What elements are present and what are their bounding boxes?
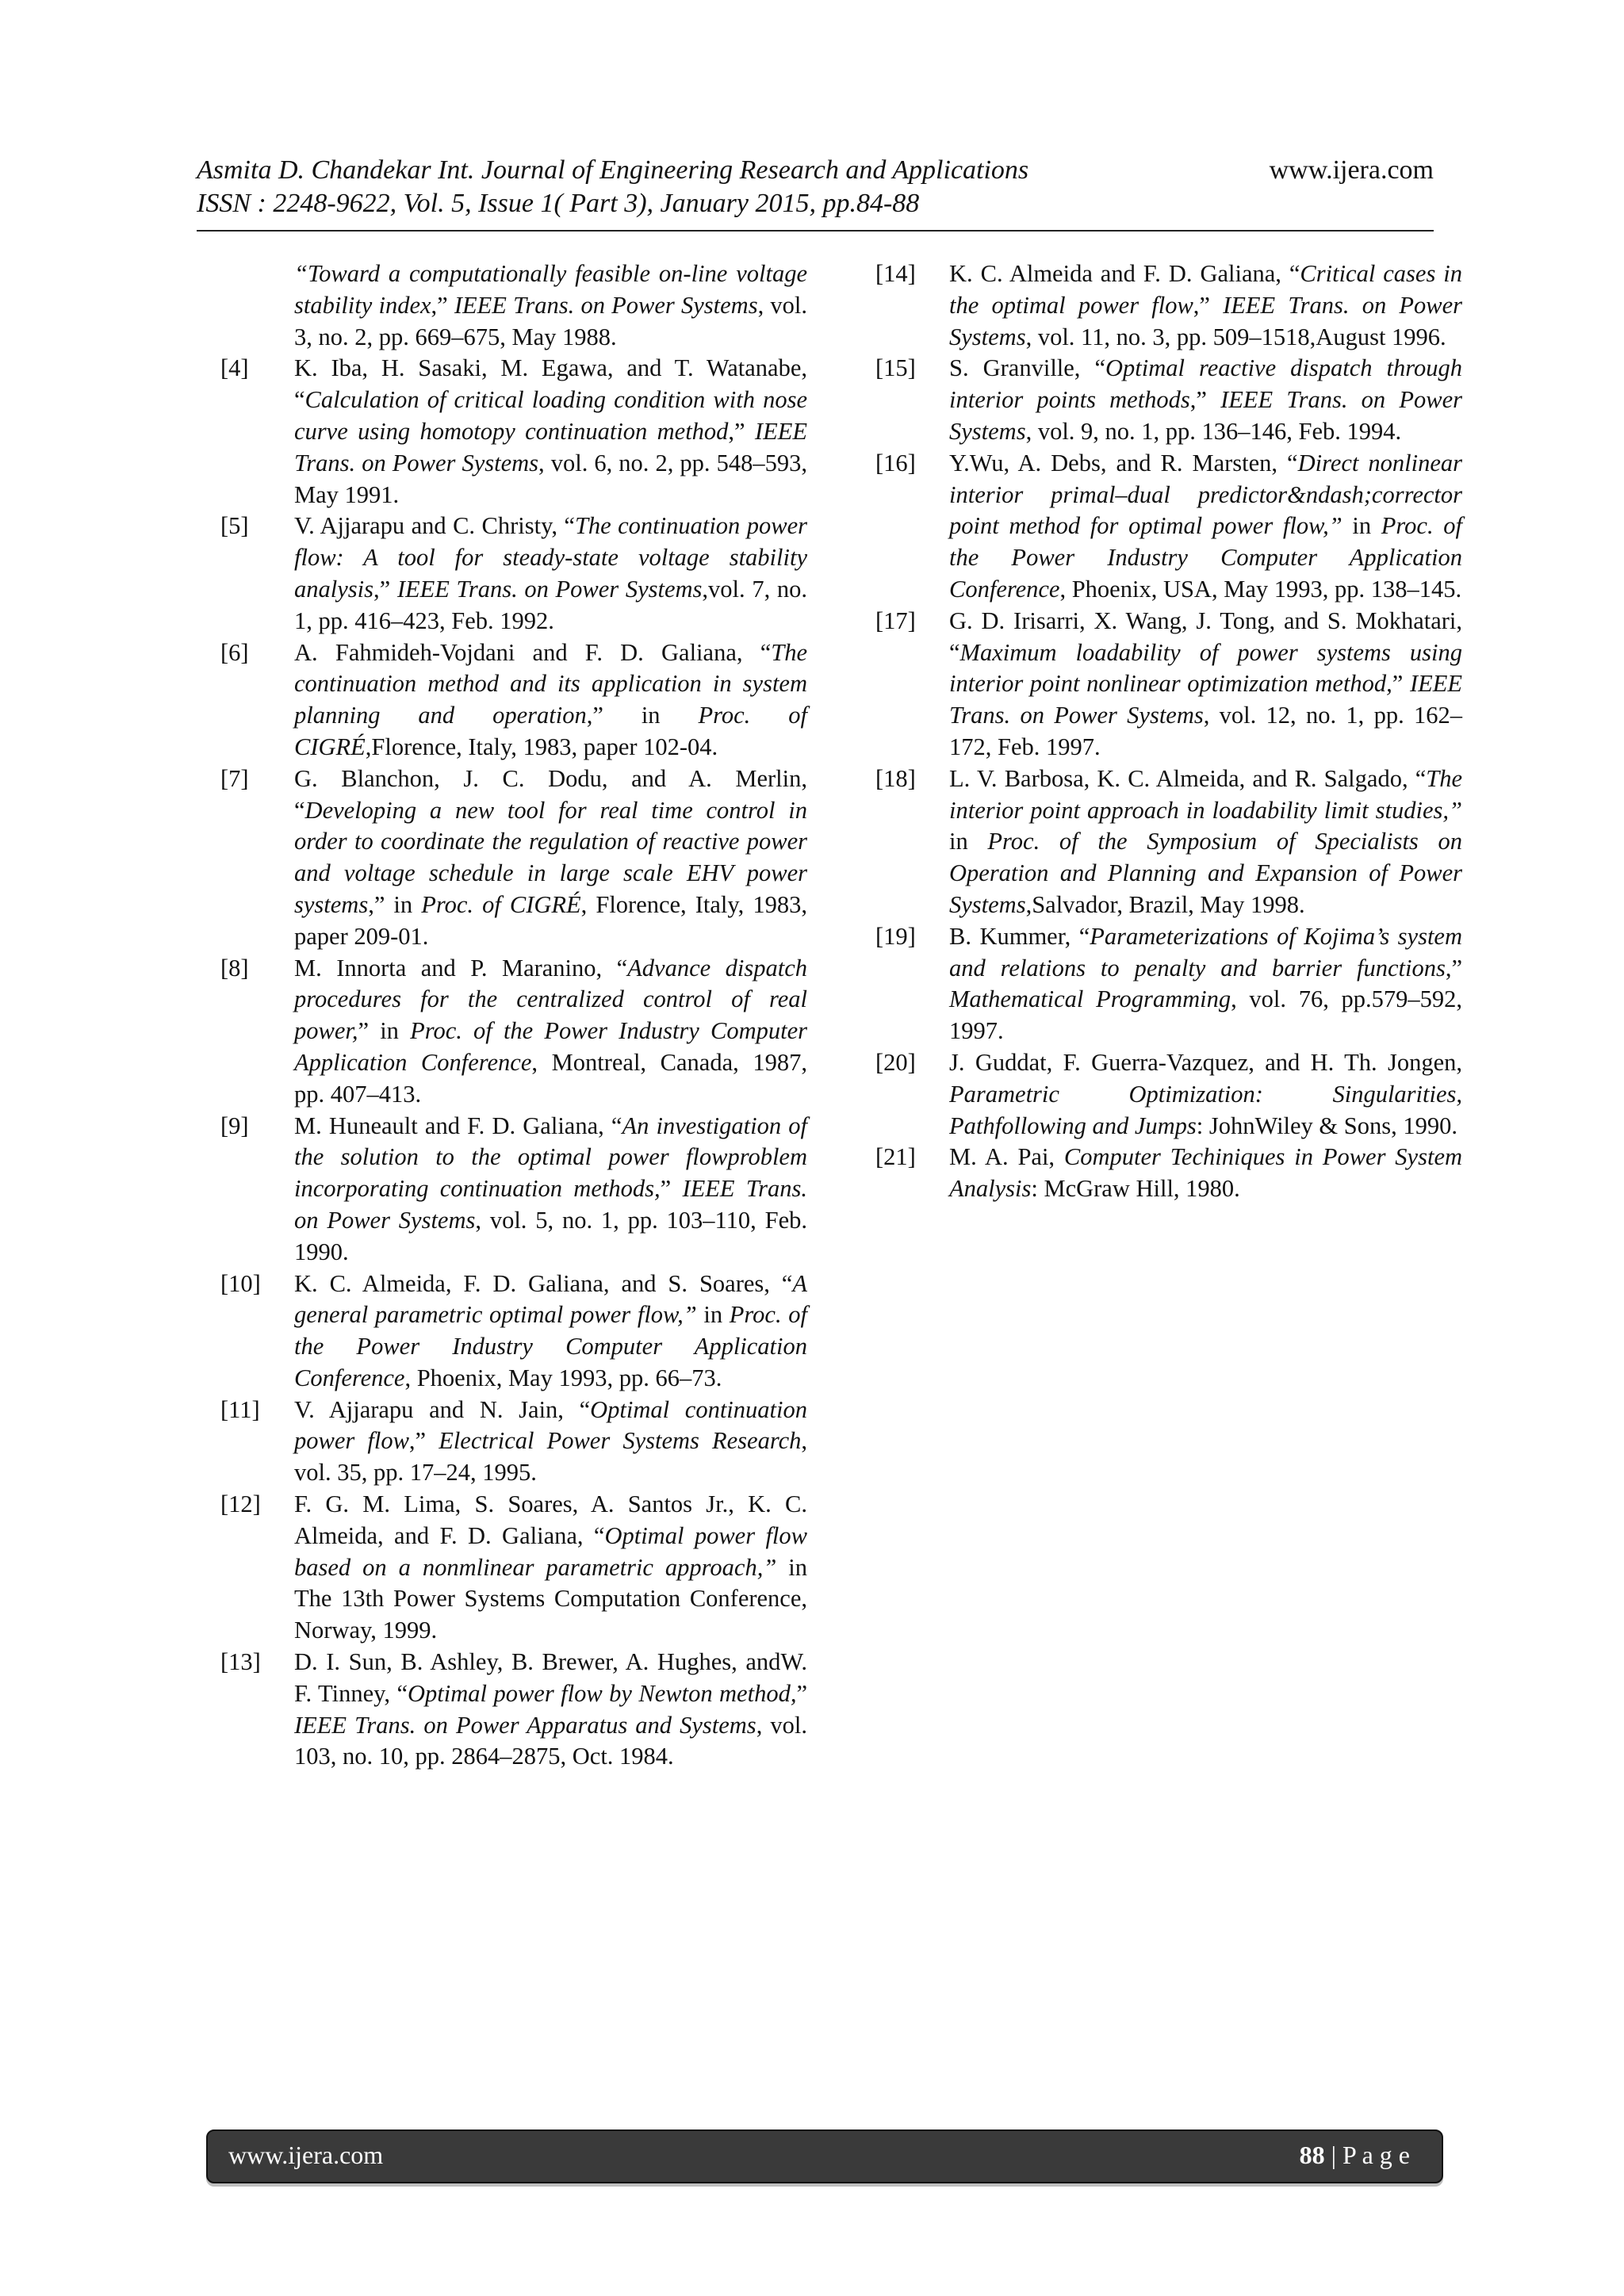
ref-separator: in The 13th Power Systems Computation Conference, Norway, 1999. <box>294 1553 807 1644</box>
ref-tail: , vol. 12, no. 1, pp. 162–172, Feb. 1997. <box>949 702 1462 760</box>
ref-tail: , vol. 5, no. 1, pp. 103–110, Feb. 1990. <box>294 1206 807 1265</box>
reference-number: [11] <box>220 1395 260 1423</box>
ref-separator: ” <box>1392 670 1410 698</box>
reference-item <box>875 353 1462 447</box>
ref-tail: , Phoenix, USA, May 1993, pp. 138–145. <box>1059 575 1462 603</box>
reference-list-right <box>875 258 1462 1205</box>
ref-separator: ,” <box>408 1427 439 1455</box>
ref-title: Optimal reactive dispatch through interior points methods <box>949 354 1463 414</box>
issn-line: ISSN : 2248-9622, Vol. 5, Issue 1( Part 3), January 2015, pp.84-88 <box>197 189 920 218</box>
ref-separator: in <box>949 828 988 855</box>
ref-title: Calculation of critical loading condition with nose curve using homotopy continuation method <box>294 386 807 445</box>
ref-separator: ,” <box>373 575 397 603</box>
ref-separator: ,” <box>728 417 755 445</box>
reference-item <box>220 1395 807 1489</box>
ref-authors: K. C. Almeida and F. D. Galiana, “ <box>949 260 1300 287</box>
ref-separator: : McGraw Hill, 1980. <box>1031 1175 1240 1203</box>
reference-number: [19] <box>875 922 916 950</box>
ref-tail: ,Florence, Italy, 1983, paper 102-04. <box>365 733 718 760</box>
ref-separator: ,” in <box>368 890 422 918</box>
ref-venue: Electrical Power Systems Research <box>439 1427 802 1455</box>
ref-tail: , vol. 76, pp.579–592, 1997. <box>949 985 1462 1045</box>
reference-text <box>294 1647 807 1773</box>
ref-separator: ,” <box>1193 291 1224 319</box>
ref-title: “Toward a computationally feasible on-line voltage stability index <box>294 260 807 319</box>
reference-continuation <box>220 258 807 353</box>
ref-title: The continuation power flow: A tool for steady-state voltage stability analysis <box>294 512 807 603</box>
ref-tail: , vol. 103, no. 10, pp. 2864–2875, Oct. 1984. <box>294 1711 807 1770</box>
ref-tail: , vol. 6, no. 2, pp. 548–593, May 1991. <box>294 449 807 508</box>
ref-tail: , vol. 35, pp. 17–24, 1995. <box>294 1427 807 1487</box>
ref-venue: Proc. of the Power Industry Computer Application Conference <box>294 1017 807 1076</box>
ref-tail: , Montreal, Canada, 1987, pp. 407–413. <box>294 1048 807 1108</box>
ref-separator: ” <box>796 1679 807 1707</box>
ref-authors: K. C. Almeida, F. D. Galiana, and S. Soares, “ <box>294 1269 793 1297</box>
reference-item <box>875 606 1462 763</box>
ref-venue: IEEE Trans. on Power Systems <box>949 386 1462 445</box>
page-indicator <box>1300 2141 1410 2170</box>
reference-text <box>949 1142 1462 1205</box>
ref-venue: IEEE Trans. on Power Systems <box>949 670 1462 729</box>
reference-item <box>875 258 1462 353</box>
ref-venue: Mathematical Programming <box>949 985 1231 1013</box>
ref-separator: ,” <box>1445 954 1462 982</box>
reference-item <box>875 448 1462 606</box>
ref-tail: , vol. 11, no. 3, pp. 509–1518,August 1996. <box>1025 323 1446 350</box>
reference-text <box>949 353 1462 447</box>
ref-authors: J. Guddat, F. Guerra-Vazquez, and H. Th. Jongen, <box>949 1048 1462 1076</box>
reference-item <box>220 511 807 637</box>
reference-number: [16] <box>875 449 916 476</box>
ref-authors: K. Iba, H. Sasaki, M. Egawa, and T. Watanabe, “ <box>294 354 807 414</box>
reference-number: [18] <box>875 764 916 792</box>
references-left-column <box>220 258 807 1773</box>
ref-venue: IEEE Trans. on Power Systems <box>396 575 703 603</box>
reference-number: [8] <box>220 954 249 982</box>
ref-venue: Proc. of the Symposium of Specialists on Operation and Planning and Expansion of Power Systems <box>949 828 1462 918</box>
page-header <box>197 152 1434 232</box>
ref-separator: ,” <box>1189 386 1221 414</box>
reference-item <box>875 763 1462 921</box>
ref-venue: Proc. of CIGRÉ <box>421 890 581 918</box>
reference-number: [9] <box>220 1112 249 1139</box>
ref-authors: A. Fahmideh-Vojdani and F. D. Galiana, “ <box>294 638 772 666</box>
ref-title: Developing a new tool for real time control in order to coordinate the regulation of reactive power and voltage schedule in large scale EHV power systems <box>294 796 807 918</box>
reference-item <box>220 763 807 953</box>
ref-title: Computer Techiniques in Power System Analysis <box>949 1143 1463 1203</box>
ref-authors: V. Ajjarapu and C. Christy, “ <box>294 512 575 540</box>
ref-authors: F. G. M. Lima, S. Soares, A. Santos Jr., K. C. Almeida, and F. D. Galiana, “ <box>294 1490 807 1549</box>
reference-text <box>294 1395 807 1489</box>
ref-venue: IEEE Trans. on Power Systems <box>949 291 1462 350</box>
reference-number: [6] <box>220 638 249 666</box>
reference-number: [7] <box>220 764 249 792</box>
reference-text <box>949 1047 1462 1142</box>
ref-separator: ” <box>660 1175 683 1203</box>
ref-venue: Proc. of the Power Industry Computer Application Conference <box>294 1301 807 1391</box>
reference-item <box>875 1142 1462 1205</box>
ref-authors: S. Granville, “ <box>949 354 1106 382</box>
reference-item <box>220 1489 807 1647</box>
ref-separator: in <box>696 1301 730 1329</box>
ref-authors: M. Huneault and F. D. Galiana, “ <box>294 1112 622 1139</box>
ref-title: Optimal power flow by Newton method, <box>408 1679 797 1707</box>
reference-text <box>949 763 1462 921</box>
ref-title: Critical cases in the optimal power flow <box>949 260 1462 319</box>
reference-number: [15] <box>875 354 916 382</box>
reference-number: [17] <box>875 607 916 634</box>
reference-text <box>294 353 807 511</box>
footer-url[interactable]: www.ijera.com <box>228 2141 384 2169</box>
reference-number: [5] <box>220 512 249 540</box>
ref-authors: B. Kummer, “ <box>949 922 1090 950</box>
ref-separator: ” in <box>358 1017 411 1045</box>
reference-text <box>949 448 1462 606</box>
ref-venue: IEEE Trans. on Power Systems <box>294 417 807 476</box>
ref-authors: G. D. Irisarri, X. Wang, J. Tong, and S. Mokhatari, “ <box>949 607 1462 666</box>
ref-tail: ,Salvador, Brazil, May 1998. <box>1025 890 1305 918</box>
ref-authors: M. A. Pai, <box>949 1143 1064 1171</box>
reference-text <box>294 953 807 1111</box>
reference-text <box>294 763 807 953</box>
reference-text <box>949 258 1462 353</box>
references-right-column <box>875 258 1462 1205</box>
reference-item <box>220 1111 807 1269</box>
ref-tail: , vol. 3, no. 2, pp. 669–675, May 1988. <box>294 291 807 350</box>
journal-url[interactable]: www.ijera.com <box>1269 155 1434 185</box>
reference-text <box>294 511 807 637</box>
reference-number: [21] <box>875 1143 916 1171</box>
reference-item <box>220 953 807 1111</box>
ref-venue: Proc. of CIGRÉ <box>294 702 807 760</box>
reference-number: [12] <box>220 1490 261 1518</box>
ref-separator: ,” <box>431 291 454 319</box>
reference-item <box>875 921 1462 1047</box>
ref-title: An investigation of the solution to the optimal power flowproblem incorporating continuation methods, <box>294 1112 807 1203</box>
ref-authors: V. Ajjarapu and N. Jain, “ <box>294 1395 591 1423</box>
page-label: | P a g e <box>1324 2141 1410 2169</box>
reference-list-left <box>220 353 807 1773</box>
reference-number: [14] <box>875 260 916 287</box>
reference-item <box>875 1047 1462 1142</box>
page-footer <box>206 2130 1443 2183</box>
journal-citation-line: Asmita D. Chandekar Int. Journal of Engineering Research and Applications <box>197 155 1029 185</box>
ref-venue: IEEE Trans. on Power Systems <box>294 1175 807 1234</box>
ref-venue: IEEE Trans. on Power Systems <box>454 291 758 319</box>
reference-item <box>220 353 807 511</box>
ref-title: Parametric Optimization: Singularities, Pathfollowing and Jumps <box>949 1080 1462 1139</box>
ref-authors: Y.Wu, A. Debs, and R. Marsten, “ <box>949 449 1298 476</box>
reference-item <box>220 1647 807 1773</box>
reference-text <box>294 1269 807 1395</box>
ref-authors: L. V. Barbosa, K. C. Almeida, and R. Salgado, “ <box>949 764 1427 792</box>
page-number: 88 <box>1299 2141 1325 2169</box>
ref-title: A general parametric optimal power flow,” <box>294 1269 807 1329</box>
ref-venue: Proc. of the Power Industry Computer Application Conference <box>949 512 1462 603</box>
reference-number: [4] <box>220 354 249 382</box>
ref-authors: G. Blanchon, J. C. Dodu, and A. Merlin, “ <box>294 764 807 824</box>
reference-number: [20] <box>875 1048 916 1076</box>
ref-title: Advance dispatch procedures for the centralized control of real power, <box>294 954 807 1045</box>
ref-separator: in <box>1342 512 1381 540</box>
ref-title: Direct nonlinear interior primal–dual predictor&ndash;corrector point method for optimal power flow,” <box>949 449 1462 540</box>
reference-number: [13] <box>220 1648 261 1676</box>
reference-item <box>220 1269 807 1395</box>
ref-authors: D. I. Sun, B. Ashley, B. Brewer, A. Hughes, andW. F. Tinney, “ <box>294 1648 807 1707</box>
ref-separator: : JohnWiley & Sons, 1990. <box>1196 1112 1457 1139</box>
reference-text <box>294 1489 807 1647</box>
reference-text <box>294 1111 807 1269</box>
reference-item <box>220 637 807 763</box>
ref-title: Parameterizations of Kojima’s system and relations to penalty and barrier functions <box>949 922 1463 982</box>
reference-number: [10] <box>220 1269 261 1297</box>
ref-title: Optimal power flow based on a nonmlinear parametric approach,” <box>294 1521 808 1581</box>
ref-title: The continuation method and its application in system planning and operation <box>294 638 807 729</box>
ref-title: Maximum loadability of power systems using interior point nonlinear optimization method, <box>949 638 1462 698</box>
reference-text <box>949 921 1462 1047</box>
ref-title: Optimal continuation power flow <box>294 1395 807 1455</box>
ref-title: The interior point approach in loadability limit studies,” <box>949 764 1462 824</box>
reference-text <box>949 606 1462 763</box>
ref-venue: IEEE Trans. on Power Apparatus and Systems <box>294 1711 756 1739</box>
ref-authors: M. Innorta and P. Maranino, “ <box>294 954 628 982</box>
ref-tail: , Florence, Italy, 1983, paper 209-01. <box>294 890 807 950</box>
ref-tail: , vol. 9, no. 1, pp. 136–146, Feb. 1994. <box>1025 417 1402 445</box>
ref-tail: , Phoenix, May 1993, pp. 66–73. <box>404 1364 722 1391</box>
ref-tail: ,vol. 7, no. 1, pp. 416–423, Feb. 1992. <box>294 575 807 634</box>
ref-separator: ,” in <box>586 702 699 729</box>
reference-text <box>294 637 807 763</box>
